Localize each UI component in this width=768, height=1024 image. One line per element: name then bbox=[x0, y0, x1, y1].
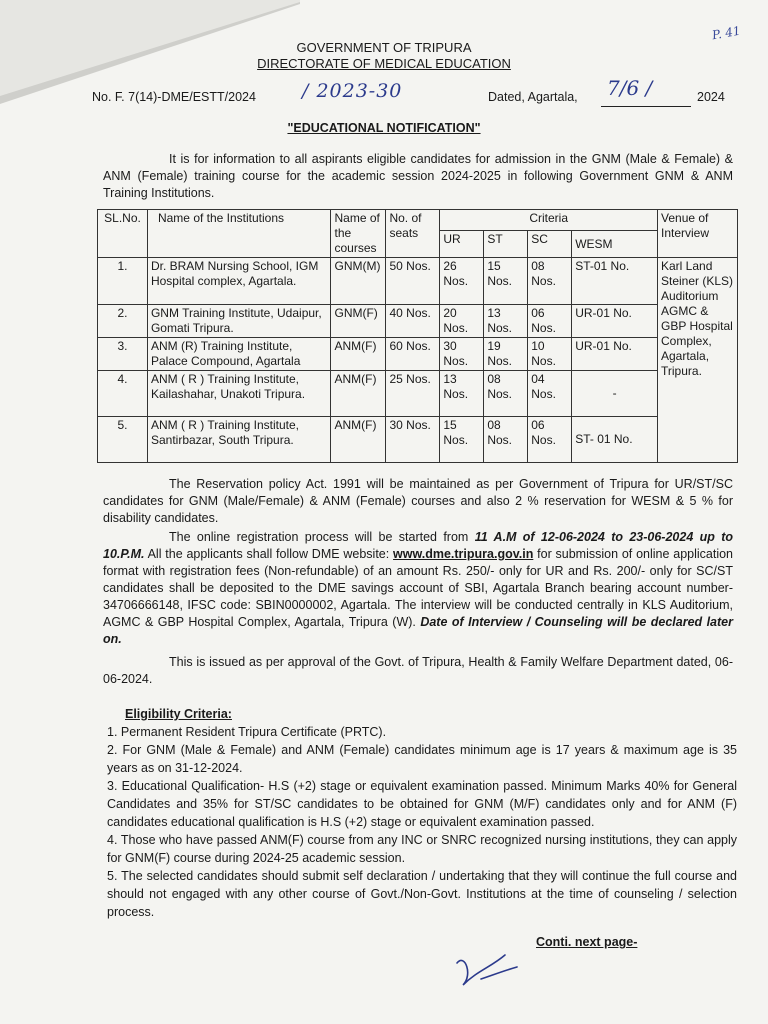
row-st: 08 Nos. bbox=[484, 417, 528, 463]
row-course: ANM(F) bbox=[331, 338, 386, 371]
row-institution: ANM (R) Training Institute, Palace Compound, Agartala bbox=[147, 338, 331, 371]
reference-number: No. F. 7(14)-DME/ESTT/2024 bbox=[92, 90, 256, 104]
eligibility-list bbox=[107, 723, 737, 921]
header-criteria: Criteria bbox=[440, 210, 658, 231]
reservation-paragraph: The Reservation policy Act. 1991 will be maintained as per Government of Tripura for UR/ST/SC candidates for GNM (Male/Female) & ANM (Female) courses and also 2 % reservation for WESM & 5 % for disability candidates. bbox=[103, 477, 733, 525]
row-sl: 1. bbox=[98, 258, 148, 305]
row-course: GNM(F) bbox=[331, 305, 386, 338]
row-st: 13 Nos. bbox=[484, 305, 528, 338]
row-wesm: UR-01 No. bbox=[572, 305, 658, 338]
header-sl: SL.No. bbox=[98, 210, 148, 258]
list-item: 5. The selected candidates should submit self declaration / undertaking that they will continue the full course and should not engaged with any other course of Govt./Non-Govt. Institutions at the time of counseling / selection process. bbox=[107, 869, 737, 919]
row-course: ANM(F) bbox=[331, 371, 386, 417]
row-ur: 30 Nos. bbox=[440, 338, 484, 371]
signature bbox=[445, 945, 525, 995]
list-item: 3. Educational Qualification- H.S (+2) stage or equivalent examination passed. Minimum Marks 40% for General Candidates and 35% for ST/SC candidates to be obtained for GNM (M/F) candidates only and for ANM (F) candidates educational qualification is H.S (+2) stage or equivalent examination passed. bbox=[107, 779, 737, 829]
row-ur: 15 Nos. bbox=[440, 417, 484, 463]
page-number-note: P. 41 bbox=[711, 23, 742, 43]
continued-label: Conti. next page- bbox=[536, 935, 638, 949]
row-wesm: UR-01 No. bbox=[572, 338, 658, 371]
row-sc: 06 Nos. bbox=[528, 417, 572, 463]
intro-paragraph: It is for information to all aspirants eligible candidates for admission in the GNM (Male & Female) & ANM (Female) training course for the academic session 2024-2025 in following Government GNM & ANM Training Institutions. bbox=[103, 152, 733, 200]
row-seats: 60 Nos. bbox=[386, 338, 440, 371]
row-ur: 26 Nos. bbox=[440, 258, 484, 305]
eligibility-title: Eligibility Criteria: bbox=[125, 707, 232, 721]
row-sl: 3. bbox=[98, 338, 148, 371]
row-sc: 06 Nos. bbox=[528, 305, 572, 338]
row-sl: 4. bbox=[98, 371, 148, 417]
row-sc: 04 Nos. bbox=[528, 371, 572, 417]
table-row bbox=[98, 371, 738, 417]
row-st: 15 Nos. bbox=[484, 258, 528, 305]
row-wesm: ST-01 No. bbox=[572, 258, 658, 305]
row-course: GNM(M) bbox=[331, 258, 386, 305]
row-sl: 5. bbox=[98, 417, 148, 463]
header-sc: SC bbox=[528, 231, 572, 258]
dme-website-link[interactable]: www.dme.tripura.gov.in bbox=[393, 547, 534, 561]
interview-note: Date of Interview / Counseling will be declared later on. bbox=[103, 615, 733, 646]
header-course: Name of the courses bbox=[331, 210, 386, 258]
table-row bbox=[98, 338, 738, 371]
header-ur: UR bbox=[440, 231, 484, 258]
date-year: 2024 bbox=[697, 90, 725, 104]
list-item: 2. For GNM (Male & Female) and ANM (Female) candidates minimum age is 17 years & maximum age is 35 years as on 31-12-2024. bbox=[107, 743, 737, 775]
table-row bbox=[98, 305, 738, 338]
approval-paragraph: This is issued as per approval of the Govt. of Tripura, Health & Family Welfare Department dated, 06-06-2024. bbox=[103, 655, 733, 686]
header-venue: Venue of Interview bbox=[658, 210, 738, 258]
institutions-table bbox=[97, 209, 738, 463]
row-course: ANM(F) bbox=[331, 417, 386, 463]
row-ur: 13 Nos. bbox=[440, 371, 484, 417]
notification-title: "EDUCATIONAL NOTIFICATION" bbox=[287, 121, 481, 135]
list-item: 4. Those who have passed ANM(F) course from any INC or SNRC recognized nursing institutions, they can apply for GNM(F) course during 2024-25 academic session. bbox=[107, 833, 737, 865]
date-underline bbox=[601, 106, 691, 107]
row-wesm: ST- 01 No. bbox=[572, 417, 658, 463]
header-st: ST bbox=[484, 231, 528, 258]
handwritten-date: 7/6 / bbox=[607, 76, 653, 100]
row-sc: 10 Nos. bbox=[528, 338, 572, 371]
row-institution: GNM Training Institute, Udaipur, Gomati Tripura. bbox=[147, 305, 331, 338]
header-institution: Name of the Institutions bbox=[147, 210, 331, 258]
header-government: GOVERNMENT OF TRIPURA bbox=[296, 40, 472, 55]
row-st: 08 Nos. bbox=[484, 371, 528, 417]
venue-cell: Karl Land Steiner (KLS) Auditorium AGMC & GBP Hospital Complex, Agartala, Tripura. bbox=[658, 258, 738, 463]
header-wesm: WESM bbox=[572, 231, 658, 258]
registration-paragraph: The online registration process will be started from 11 A.M of 12-06-2024 to 23-06-2024 up to 10.P.M. All the applicants shall follow DME website: www.dme.tripura.gov.in for submission of online application format with registration fees (Non-refundable) of an amount Rs. 250/- only for UR and Rs. 200/- only for SC/ST candidates shall be deposited to the DME savings account of SBI, Agartala Branch bearing account number-34706666148, IFSC code: SBIN0000002, Agartala. The interview will be conducted centrally in KLS Auditorium, AGMC & GBP Hospital Complex, Agartala, Tripura (W). Date of Interview / Counseling will be declared later on. bbox=[103, 530, 734, 646]
row-ur: 20 Nos. bbox=[440, 305, 484, 338]
row-seats: 30 Nos. bbox=[386, 417, 440, 463]
list-item: 1. Permanent Resident Tripura Certificate (PRTC). bbox=[107, 725, 387, 739]
row-seats: 25 Nos. bbox=[386, 371, 440, 417]
row-institution: ANM ( R ) Training Institute, Kailashahar, Unakoti Tripura. bbox=[147, 371, 331, 417]
row-sl: 2. bbox=[98, 305, 148, 338]
table-row bbox=[98, 258, 738, 305]
row-seats: 50 Nos. bbox=[386, 258, 440, 305]
table-header-row bbox=[98, 210, 738, 231]
row-institution: Dr. BRAM Nursing School, IGM Hospital complex, Agartala. bbox=[147, 258, 331, 305]
row-sc: 08 Nos. bbox=[528, 258, 572, 305]
row-wesm: - bbox=[572, 371, 658, 417]
header-directorate: DIRECTORATE OF MEDICAL EDUCATION bbox=[257, 56, 511, 71]
dated-label: Dated, Agartala, bbox=[488, 90, 578, 104]
reference-handwritten-number: / 2023-30 bbox=[302, 80, 403, 102]
table-row bbox=[98, 417, 738, 463]
row-st: 19 Nos. bbox=[484, 338, 528, 371]
registration-dates: 11 A.M of 12-06-2024 to 23-06-2024 up to 10.P.M. bbox=[103, 530, 734, 561]
row-seats: 40 Nos. bbox=[386, 305, 440, 338]
header-seats: No. of seats bbox=[386, 210, 440, 258]
row-institution: ANM ( R ) Training Institute, Santirbazar, South Tripura. bbox=[147, 417, 331, 463]
